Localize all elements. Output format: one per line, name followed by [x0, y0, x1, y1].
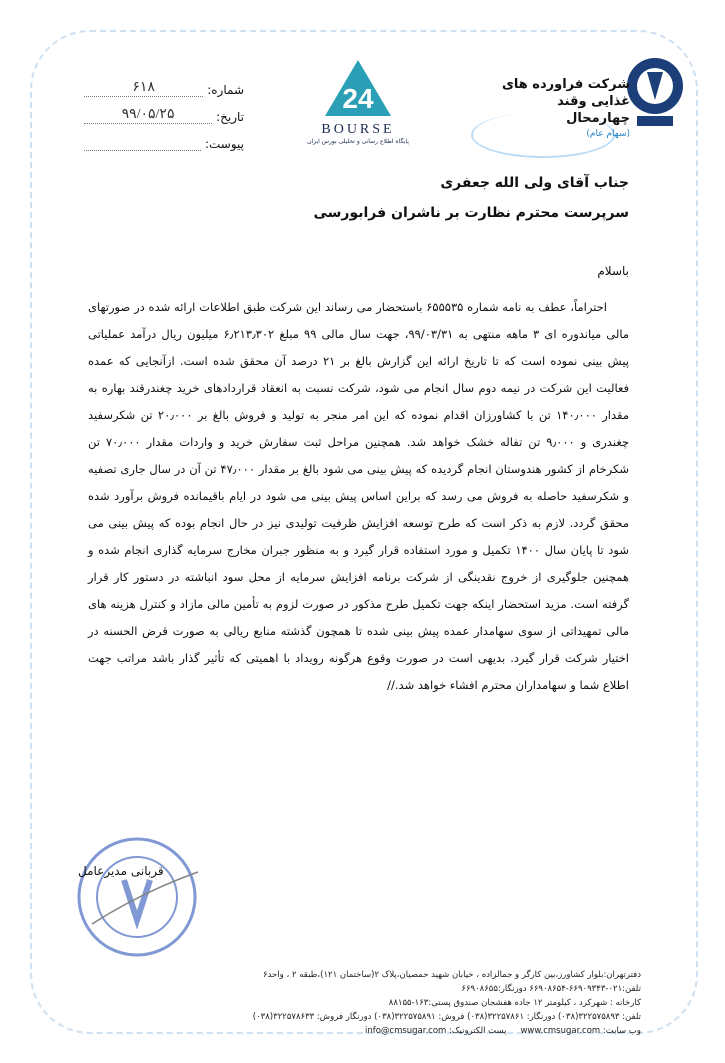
letter-body [88, 294, 629, 699]
signature-role: مدیرعامل [78, 864, 128, 878]
company-type: (سهام عام) [586, 129, 630, 139]
footer-office-phones: تلفن:۰۲۱-۶۶۹۰۹۳۴۳-۶۶۹۰۸۶۵۴ دورنگار:۶۶۹۰۸۶۵۵ [461, 984, 641, 994]
footer-factory-phones: تلفن: ۳۲۲۵۷۵۸۹۳(۰۳۸) دورنگار: ۳۲۲۵۷۸۶۱(۰۳۸) فروش: ۳۲۲۵۷۵۸۹۱(۰۳۸) دورنگار فروش: ۳۲۲۵۷۸۶۳۳(۰۳۸) [252, 1012, 641, 1022]
recipient-title: سرپرست محترم نظارت بر ناشران فرابورسی [313, 205, 629, 221]
letter-attachment-row [84, 124, 244, 151]
letter-number-value: ۶۱۸ [84, 79, 203, 97]
salutation: باسلام [597, 264, 629, 278]
letter-number-row [84, 70, 244, 97]
letter-date-value: ۹۹/۰۵/۲۵ [84, 106, 212, 124]
signature-block [78, 864, 164, 878]
bourse-triangle-icon [323, 58, 393, 118]
footer [253, 968, 641, 1038]
signature-name: قربانی [130, 864, 164, 878]
bourse-name: BOURSE [321, 122, 395, 137]
company-name-block [502, 76, 630, 139]
company-logo-icon [623, 42, 687, 138]
bourse-logo [298, 58, 418, 145]
footer-email[interactable]: پست الکترونیک: info@cmsugar.com [364, 1026, 507, 1036]
footer-factory-address: کارخانه : شهرکرد ، کیلومتر ۱۲ جاده هفشجان صندوق پستی:۱۶۳-۸۸۱۵۵ [388, 998, 641, 1008]
letter-attachment-value [84, 150, 201, 151]
letter-attachment-label: پیوست: [204, 137, 244, 151]
recipient-name: جناب آقای ولی الله جعفری [440, 175, 629, 191]
letter-date-label: تاریخ: [216, 110, 244, 124]
footer-office-address: دفترتهران:بلوار کشاورز،بین کارگر و جمالزاده ، خیابان شهید حمصیان،پلاک ۲(ساختمان ۱۲۱)،طبقه ۲ ، واحد۶ [263, 970, 641, 980]
company-stamp-icon [72, 832, 202, 962]
company-name-line1: شرکت فراورده های [501, 77, 630, 92]
letter-date-row [84, 97, 244, 124]
company-name-line3: چهارمحال [566, 111, 630, 126]
recipient-block [313, 168, 629, 228]
footer-website[interactable]: وب سایت: www.cmsugar.com [520, 1026, 641, 1036]
bourse-tagline: پایگاه اطلاع رسانی و تحلیلی بورس ایران [307, 138, 409, 145]
svg-text:24: 24 [342, 83, 374, 114]
letter-number-label: شماره: [207, 83, 244, 97]
company-name-line2: غذایی وقند [557, 94, 630, 109]
footer-contact [253, 1024, 641, 1038]
letter-meta [84, 70, 244, 151]
body-paragraph: احتراماً، عطف به نامه شماره ۶۵۵۵۳۵ باستحضار می رساند این شرکت طبق اطلاعات ارائه شده در صورتهای مالی میاندوره ای ۳ ماهه منتهی به ۹۹/۰۳/۳۱، جهت سال مالی ۹۹ مبلغ ۶٫۲۱۳٫۳۰۲ میلیون ریال درآمد عملیاتی پیش بینی نموده است که تا تاریخ ارائه این گزارش بالغ بر ۲۱ درصد آن محقق شده است. ازآنجایی که عمده فعالیت این شرکت در نیمه دوم سال انجام می شود، شرکت نسبت به انعقاد قراردادهای خرید چغندرقند بهاره به مقدار ۱۴۰٫۰۰۰ تن با کشاورزان اقدام نموده که این امر منجر به تولید و فروش بالغ بر ۲۰٫۰۰۰ تن شکرسفید چغندری و ۹٫۰۰۰ تن تفاله خشک خواهد شد. همچنین مراحل ثبت سفارش خرید و واردات مقدار ۷۰٫۰۰۰ تن شکرخام از کشور هندوستان انجام گردیده که پیش بینی می شود بالغ بر مقدار ۴۷٫۰۰۰ تن آن در سال جاری تصفیه و شکرسفید حاصله به فروش می رسد که براین اساس پیش بینی می شود در ایام باقیمانده فروش برآورد شده محقق گردد. لازم به ذکر است که طرح توسعه افزایش ظرفیت تولیدی نیز در حال انجام بوده که پیش بینی می شود تا پایان سال ۱۴۰۰ تکمیل و مورد استفاده قرار گیرد و به منظور جبران مخارج سرمایه گذاری انجام شده و همچنین جلوگیری از خروج نقدینگی از شرکت برنامه افزایش سرمایه از محل سود انباشته در دستور کار قرار گرفته است. مزید استحضار اینکه جهت تکمیل طرح مذکور در صورت لزوم به تأمین مالی مازاد و کنترل هزینه های مالی تمهیداتی از سوی سهامدار عمده پیش بینی شده تا همچون گذشته منابع ریالی به صورت قرض الحسنه در اختیار شرکت قرار گیرد. بدیهی است در صورت وقوع هرگونه رویداد با اهمیتی که تأثیر گذار باشد مراتب جهت اطلاع شما و سهامداران محترم افشاء خواهد شد.// [88, 300, 630, 692]
